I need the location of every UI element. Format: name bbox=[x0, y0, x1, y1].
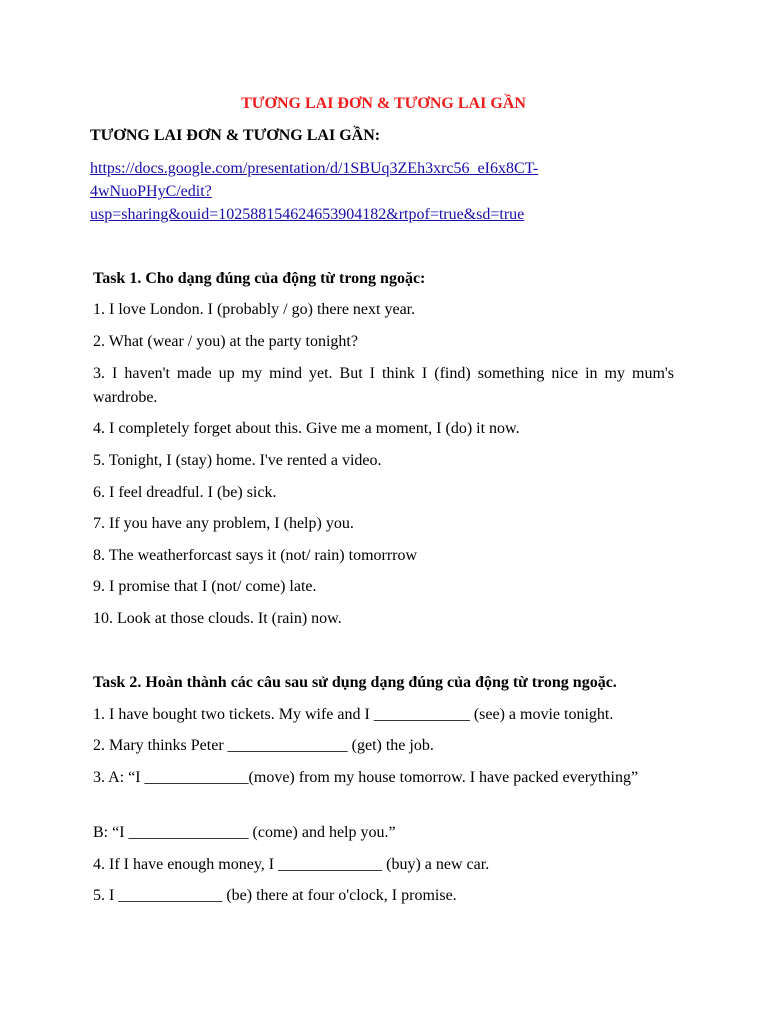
task2-item: 3. A: “I _____________(move) from my house tomorrow. I have packed everything” bbox=[93, 769, 639, 786]
task1-item: 6. I feel dreadful. I (be) sick. bbox=[93, 484, 277, 501]
task1-item: 4. I completely forget about this. Give me a moment, I (do) it now. bbox=[93, 420, 520, 437]
task2-item: 5. I _____________ (be) there at four o'clock, I promise. bbox=[93, 887, 457, 904]
task1-item: 10. Look at those clouds. It (rain) now. bbox=[93, 610, 342, 627]
document-title: TƯƠNG LAI ĐƠN & TƯƠNG LAI GẦN bbox=[241, 95, 526, 112]
task2-item: 1. I have bought two tickets. My wife and I ____________ (see) a movie tonight. bbox=[93, 706, 614, 723]
task2-heading: Task 2. Hoàn thành các câu sau sử dụng dạng đúng của động từ trong ngoặc. bbox=[93, 674, 617, 691]
task2-item: B: “I _______________ (come) and help you.” bbox=[93, 824, 396, 841]
link-line[interactable]: 4wNuoPHyC/edit? bbox=[90, 183, 212, 200]
task1-item: 9. I promise that I (not/ come) late. bbox=[93, 578, 317, 595]
task2-item: 2. Mary thinks Peter _______________ (get) the job. bbox=[93, 737, 434, 754]
task1-item: 3. I haven't made up my mind yet. But I think I (find) something nice in my mum's wardrobe. bbox=[93, 365, 674, 406]
task1-item: 2. What (wear / you) at the party tonight? bbox=[93, 333, 358, 350]
task2-item: 4. If I have enough money, I _____________ (buy) a new car. bbox=[93, 856, 490, 873]
document-subtitle: TƯƠNG LAI ĐƠN & TƯƠNG LAI GẦN: bbox=[90, 127, 381, 144]
link-line[interactable]: https://docs.google.com/presentation/d/1SBUq3ZEh3xrc56_eI6x8CT- bbox=[90, 160, 539, 177]
task1-item: 8. The weatherforcast says it (not/ rain) tomorrrow bbox=[93, 547, 418, 564]
task1-item: 7. If you have any problem, I (help) you. bbox=[93, 515, 354, 532]
presentation-link[interactable] bbox=[90, 157, 690, 226]
task1-item: 5. Tonight, I (stay) home. I've rented a video. bbox=[93, 452, 382, 469]
task1-item: 1. I love London. I (probably / go) there next year. bbox=[93, 301, 416, 318]
link-line[interactable]: usp=sharing&ouid=102588154624653904182&rtpof=true&sd=true bbox=[90, 206, 525, 223]
task1-heading: Task 1. Cho dạng đúng của động từ trong ngoặc: bbox=[93, 270, 426, 287]
